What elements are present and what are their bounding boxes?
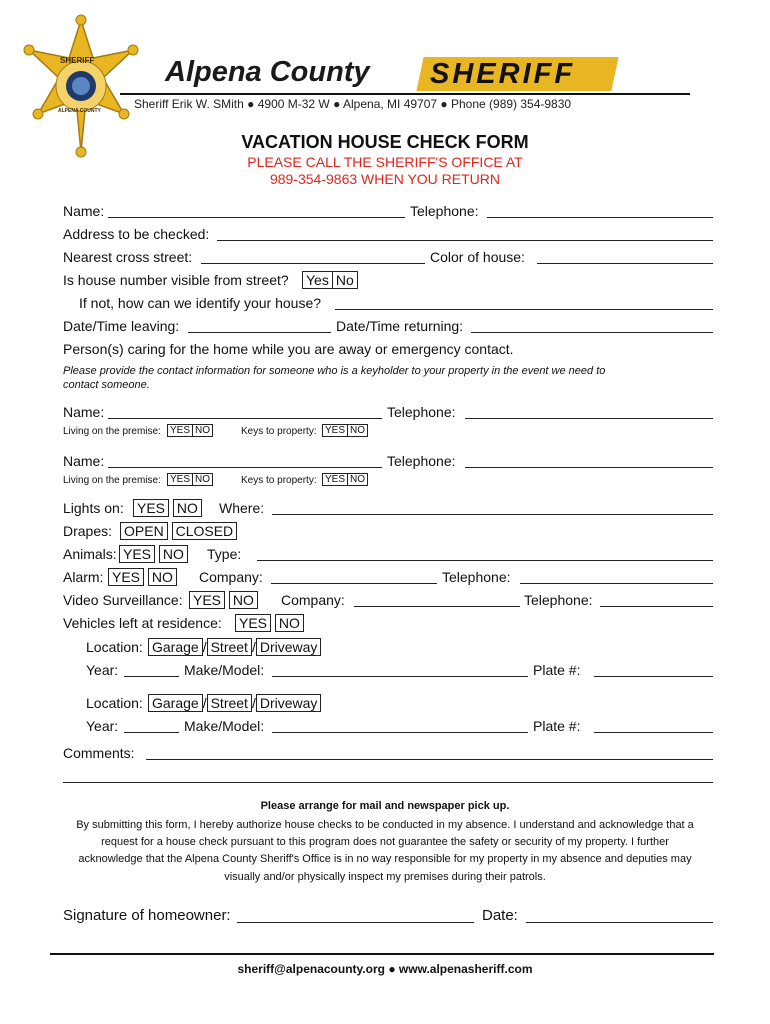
address-field[interactable] [217, 240, 713, 241]
date-field[interactable] [526, 922, 713, 923]
form-title: VACATION HOUSE CHECK FORM [241, 132, 529, 152]
alarm-company-label: Company: [199, 569, 263, 585]
video-no[interactable]: NO [229, 591, 258, 609]
lights-options [133, 499, 202, 517]
leaving-field[interactable] [188, 332, 331, 333]
video-label: Video Surveillance: [63, 592, 183, 608]
contact1-telephone-label: Telephone: [387, 404, 456, 420]
contact2-name-field[interactable] [108, 467, 382, 468]
animals-no[interactable]: NO [159, 545, 188, 563]
contact1-living-label: Living on the premise: [63, 426, 161, 437]
vehicle2-garage[interactable]: Garage [148, 694, 203, 712]
county-title: Alpena County [165, 56, 370, 88]
color-label: Color of house: [430, 249, 525, 265]
vehicle2-plate-label: Plate #: [533, 718, 581, 734]
signature-label: Signature of homeowner: [63, 907, 231, 924]
leaving-label: Date/Time leaving: [63, 318, 180, 334]
footer-rule [50, 953, 714, 955]
authorization-line-3: acknowledge that the Alpena County Sheriff's Office is in no way responsible for my property in my absence and deputies may [78, 853, 692, 865]
header-rule [120, 93, 690, 95]
authorization-line-4: visually and/or physically inspect my premises during their patrols. [224, 871, 546, 883]
badge-top-text: SHERIFF [60, 56, 95, 65]
number-visible-label: Is house number visible from street? [63, 272, 289, 288]
vehicles-no[interactable]: NO [275, 614, 304, 632]
contact2-keys-no[interactable]: NO [348, 473, 368, 486]
vehicle1-street[interactable]: Street [207, 638, 252, 656]
slash-separator: / [202, 695, 207, 711]
vehicle2-location-label: Location: [86, 695, 143, 711]
contact1-name-field[interactable] [108, 418, 382, 419]
alarm-company-field[interactable] [271, 583, 437, 584]
vehicle1-year-label: Year: [86, 662, 119, 678]
alarm-no[interactable]: NO [148, 568, 177, 586]
drapes-options [120, 522, 237, 540]
type-label: Type: [207, 546, 242, 562]
alarm-telephone-field[interactable] [520, 583, 713, 584]
footer-contact: sheriff@alpenacounty.org ● www.alpenasheriff.com [237, 962, 533, 976]
vehicle1-driveway[interactable]: Driveway [256, 638, 322, 656]
vehicle2-make-field[interactable] [272, 732, 528, 733]
vehicle1-location-options [148, 638, 321, 656]
video-telephone-field[interactable] [600, 606, 713, 607]
video-company-label: Company: [281, 592, 345, 608]
no-checkbox[interactable]: No [333, 271, 358, 289]
contact2-name-label: Name: [63, 453, 105, 469]
address-label: Address to be checked: [63, 226, 210, 242]
drapes-label: Drapes: [63, 523, 113, 539]
video-options [189, 591, 258, 609]
telephone-field[interactable] [487, 217, 713, 218]
vehicle2-make-label: Make/Model: [184, 718, 265, 734]
video-yes[interactable]: YES [189, 591, 225, 609]
signature-field[interactable] [237, 922, 474, 923]
contact1-keys-options [322, 424, 368, 437]
where-field[interactable] [272, 514, 713, 515]
contact1-living-yes[interactable]: YES [167, 424, 193, 437]
sheriff-address: Sheriff Erik W. SMith ● 4900 M-32 W ● Alpena, MI 49707 ● Phone (989) 354-9830 [134, 97, 572, 111]
contact1-name-label: Name: [63, 404, 105, 420]
contact-note-1: Please provide the contact information for someone who is a keyholder to your property in the event we need to [63, 365, 606, 377]
authorization-line-2: request for a house check pursuant to this program does not guarantee the safety or security of my property. I further [101, 836, 669, 848]
contact2-keys-options [322, 473, 368, 486]
cross-street-label: Nearest cross street: [63, 249, 193, 265]
comments-label: Comments: [63, 745, 135, 761]
contact2-living-options [167, 473, 213, 486]
vehicle2-street[interactable]: Street [207, 694, 252, 712]
lights-no[interactable]: NO [173, 499, 202, 517]
contact2-telephone-field[interactable] [465, 467, 713, 468]
contact2-telephone-label: Telephone: [387, 453, 456, 469]
animals-options [119, 545, 188, 563]
notice-line-1: PLEASE CALL THE SHERIFF'S OFFICE AT [247, 154, 523, 170]
contact1-living-options [167, 424, 213, 437]
vehicle2-driveway[interactable]: Driveway [256, 694, 322, 712]
vehicle2-year-field[interactable] [124, 732, 179, 733]
notice-line-2: 989-354-9863 WHEN YOU RETURN [269, 171, 501, 187]
mail-notice: Please arrange for mail and newspaper pick up. [260, 800, 510, 812]
vehicle1-make-label: Make/Model: [184, 662, 265, 678]
telephone-label: Telephone: [410, 203, 479, 219]
comments-field-2[interactable] [63, 782, 713, 783]
vehicle2-plate-field[interactable] [594, 732, 713, 733]
comments-field-1[interactable] [146, 759, 713, 760]
video-company-field[interactable] [354, 606, 520, 607]
name-field[interactable] [108, 217, 405, 218]
sheriff-title-text: SHERIFF [430, 58, 576, 90]
vehicle1-plate-field[interactable] [594, 676, 713, 677]
identify-field[interactable] [335, 309, 713, 310]
vehicle1-plate-label: Plate #: [533, 662, 581, 678]
color-field[interactable] [537, 263, 713, 264]
where-label: Where: [219, 500, 265, 516]
contact2-living-no[interactable]: NO [193, 473, 213, 486]
vehicles-options [235, 614, 304, 632]
vehicle2-year-label: Year: [86, 718, 119, 734]
contact2-living-yes[interactable]: YES [167, 473, 193, 486]
lights-yes[interactable]: YES [133, 499, 169, 517]
alarm-options [108, 568, 177, 586]
badge-bottom-text: ALPENA COUNTY [58, 108, 101, 114]
slash-separator: / [251, 695, 256, 711]
contact1-living-no[interactable]: NO [193, 424, 213, 437]
contact1-telephone-field[interactable] [465, 418, 713, 419]
contact-note-2: contact someone. [63, 379, 150, 391]
contact1-keys-label: Keys to property: [241, 426, 317, 437]
yes-checkbox[interactable]: Yes [302, 271, 333, 289]
vehicle1-year-field[interactable] [124, 676, 179, 677]
alarm-yes[interactable]: YES [108, 568, 144, 586]
vehicle1-location-label: Location: [86, 639, 143, 655]
vehicle1-make-field[interactable] [272, 676, 528, 677]
authorization-line-1: By submitting this form, I hereby authorize house checks to be conducted in my absence. I understand and acknowledge that a [76, 819, 694, 831]
vehicles-label: Vehicles left at residence: [63, 615, 222, 631]
contact2-keys-yes[interactable]: YES [322, 473, 348, 486]
alarm-label: Alarm: [63, 569, 104, 585]
name-label: Name: [63, 203, 105, 219]
vehicle1-garage[interactable]: Garage [148, 638, 203, 656]
returning-label: Date/Time returning: [336, 318, 464, 334]
caring-label: Person(s) caring for the home while you are away or emergency contact. [63, 341, 514, 357]
identify-label: If not, how can we identify your house? [79, 295, 322, 311]
contact1-keys-yes[interactable]: YES [322, 424, 348, 437]
cross-street-field[interactable] [201, 263, 425, 264]
number-visible-options [302, 271, 358, 289]
contact2-keys-label: Keys to property: [241, 475, 317, 486]
date-label: Date: [482, 907, 518, 924]
returning-field[interactable] [471, 332, 713, 333]
alarm-telephone-label: Telephone: [442, 569, 511, 585]
video-telephone-label: Telephone: [524, 592, 593, 608]
vehicle2-location-options [148, 694, 321, 712]
contact2-living-label: Living on the premise: [63, 475, 161, 486]
animals-label: Animals: [63, 546, 117, 562]
contact1-keys-no[interactable]: NO [348, 424, 368, 437]
animals-yes[interactable]: YES [119, 545, 155, 563]
lights-label: Lights on: [63, 500, 124, 516]
slash-separator: / [251, 639, 256, 655]
vehicles-yes[interactable]: YES [235, 614, 271, 632]
slash-separator: / [202, 639, 207, 655]
drapes-closed[interactable]: CLOSED [172, 522, 238, 540]
type-field[interactable] [257, 560, 713, 561]
drapes-open[interactable]: OPEN [120, 522, 168, 540]
